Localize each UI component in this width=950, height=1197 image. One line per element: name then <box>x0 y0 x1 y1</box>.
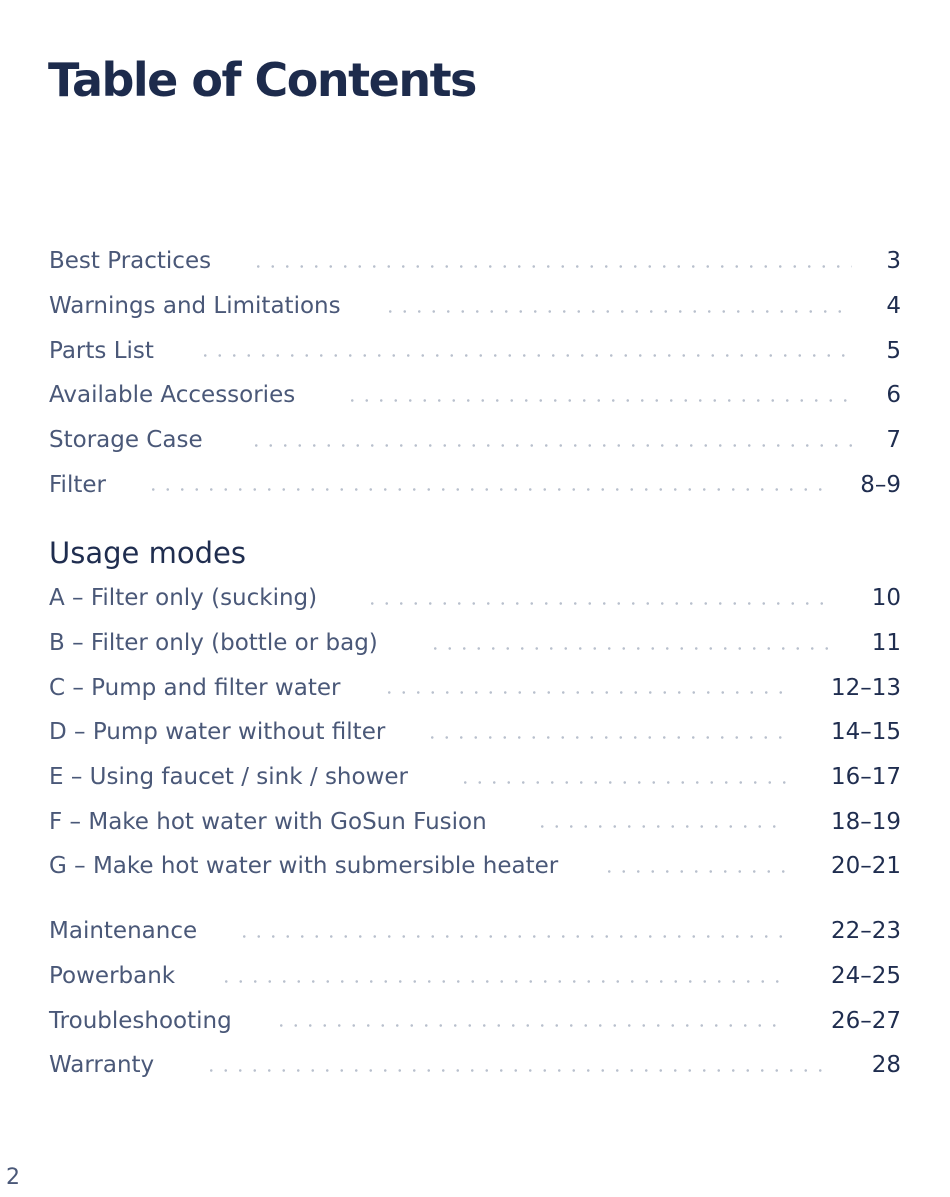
toc-leader-dots <box>458 781 791 784</box>
toc-leader-dots <box>535 825 783 828</box>
toc-entry-page: 7 <box>886 427 901 454</box>
toc-entry-page: 18–19 <box>830 808 901 835</box>
toc-entry-label: Powerbank <box>49 963 176 990</box>
toc-entry-page: 11 <box>871 630 901 657</box>
toc-leader-dots <box>602 870 787 873</box>
toc-entry-label: Storage Case <box>49 427 203 454</box>
toc-entry-page: 22–23 <box>830 918 901 945</box>
toc-entry-label: Troubleshooting <box>49 1007 232 1034</box>
toc-leader-dots <box>274 1024 787 1027</box>
toc-entry[interactable] <box>49 665 901 710</box>
toc-entry-label: C – Pump and filter water <box>49 674 341 701</box>
toc-entry-page: 26–27 <box>830 1007 901 1034</box>
toc-entry-label: Available Accessories <box>49 382 296 409</box>
page-title: Table of Contents <box>48 53 476 107</box>
toc-entry-page: 6 <box>886 382 901 409</box>
toc-leader-dots <box>251 265 852 268</box>
toc-entry[interactable] <box>49 239 901 284</box>
toc-entry-page: 8–9 <box>860 471 901 498</box>
toc-entry[interactable] <box>49 621 901 666</box>
toc-entry-page: 10 <box>871 585 901 612</box>
usage-modes-heading: Usage modes <box>49 536 246 570</box>
toc-entry[interactable] <box>49 710 901 755</box>
toc-entry-label: E – Using faucet / sink / shower <box>49 764 408 791</box>
toc-group-usage-modes <box>49 576 901 889</box>
toc-entry-page: 4 <box>886 293 901 320</box>
toc-group-main <box>49 239 901 507</box>
toc-leader-dots <box>345 399 852 402</box>
toc-leader-dots <box>425 736 783 739</box>
toc-entry[interactable] <box>49 328 901 373</box>
toc-entry-label: D – Pump water without filter <box>49 719 386 746</box>
toc-entry-label: Parts List <box>49 337 154 364</box>
toc-leader-dots <box>198 354 852 357</box>
toc-entry-label: Filter <box>49 471 106 498</box>
toc-entry[interactable] <box>49 373 901 418</box>
toc-entry-page: 3 <box>886 248 901 275</box>
toc-entry-page: 20–21 <box>830 853 901 880</box>
toc-entry[interactable] <box>49 799 901 844</box>
toc-leader-dots <box>146 488 830 491</box>
toc-entry-page: 5 <box>886 337 901 364</box>
toc-entry-label: Best Practices <box>49 248 212 275</box>
toc-leader-dots <box>382 691 782 694</box>
toc-entry[interactable] <box>49 755 901 800</box>
toc-group-support <box>49 909 901 1088</box>
toc-entry-page: 16–17 <box>830 764 901 791</box>
toc-entry-label: F – Make hot water with GoSun Fusion <box>49 808 487 835</box>
toc-entry[interactable] <box>49 418 901 463</box>
toc-leader-dots <box>365 602 832 605</box>
toc-entry[interactable] <box>49 576 901 621</box>
toc-entry-label: Warranty <box>49 1052 155 1079</box>
toc-leader-dots <box>219 980 787 983</box>
toc-entry[interactable] <box>49 998 901 1043</box>
toc-entry-page: 12–13 <box>830 674 901 701</box>
toc-entry-page: 14–15 <box>830 719 901 746</box>
toc-leader-dots <box>428 647 832 650</box>
toc-leader-dots <box>249 444 853 447</box>
toc-entry[interactable] <box>49 954 901 999</box>
toc-entry[interactable] <box>49 284 901 329</box>
toc-entry[interactable] <box>49 909 901 954</box>
toc-entry[interactable] <box>49 1043 901 1088</box>
toc-leader-dots <box>237 935 787 938</box>
toc-entry-label: B – Filter only (bottle or bag) <box>49 630 378 657</box>
toc-entry-label: Warnings and Limitations <box>49 293 341 320</box>
toc-entry-label: G – Make hot water with submersible heater <box>49 853 559 880</box>
toc-entry[interactable] <box>49 844 901 889</box>
toc-entry-label: Maintenance <box>49 918 198 945</box>
toc-leader-dots <box>383 310 853 313</box>
toc-entry-page: 28 <box>871 1052 901 1079</box>
toc-entry-label: A – Filter only (sucking) <box>49 585 318 612</box>
toc-entry[interactable] <box>49 462 901 507</box>
toc-entry-page: 24–25 <box>830 963 901 990</box>
page-number: 2 <box>6 1165 20 1190</box>
toc-leader-dots <box>204 1069 832 1072</box>
